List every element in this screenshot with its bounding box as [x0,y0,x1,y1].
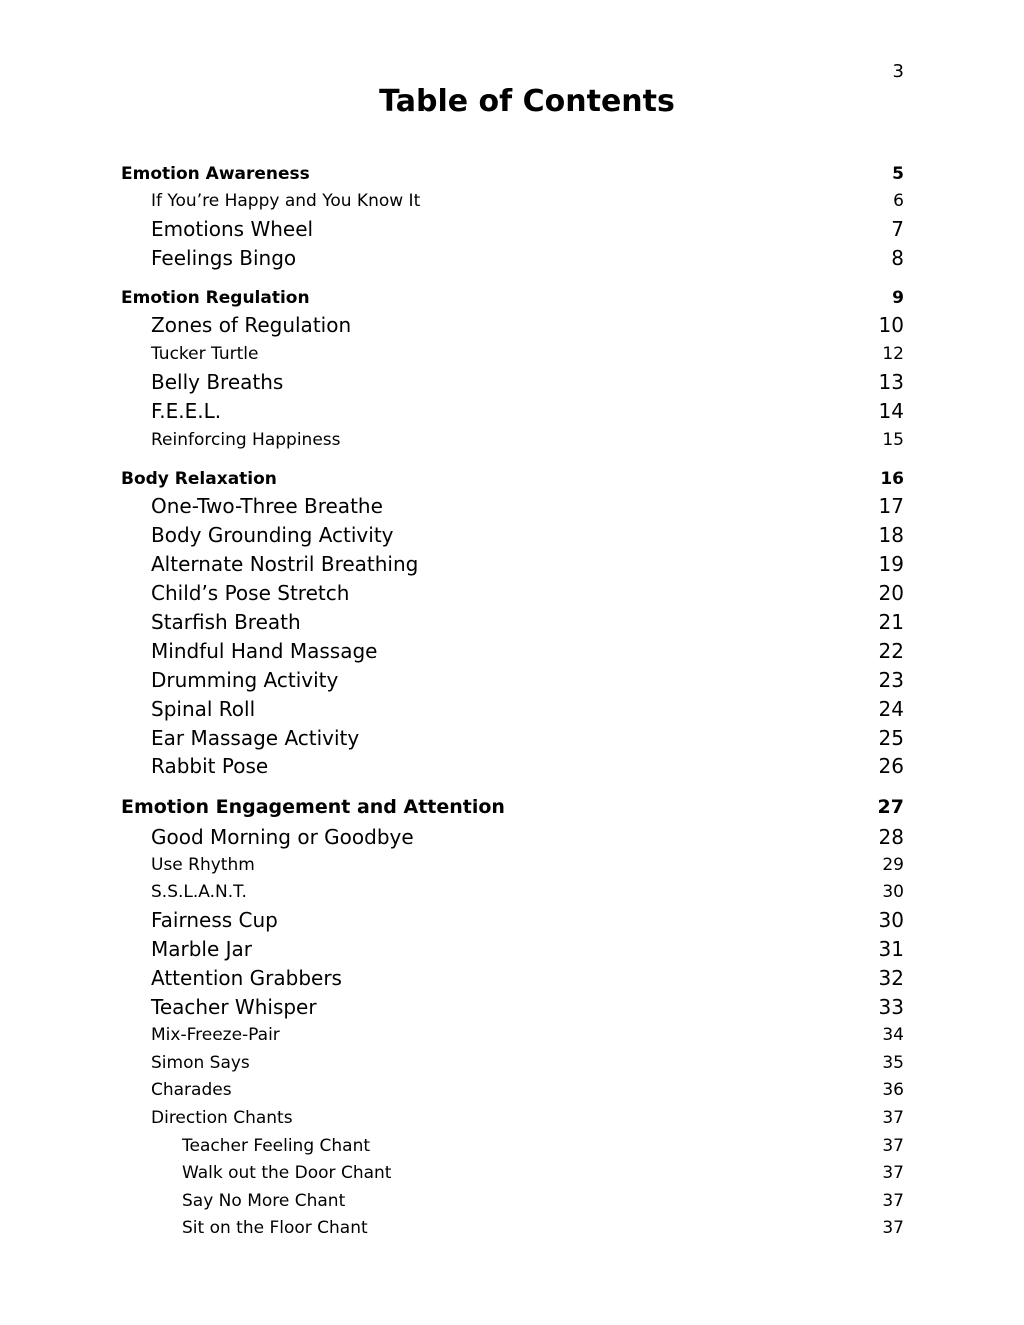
toc-entry-label: S.S.L.A.N.T. [151,882,247,902]
toc-entry[interactable] [0,313,1024,339]
toc-page-number: 30 [878,908,904,932]
toc-entry[interactable] [0,668,1024,694]
toc-entry-label: Emotions Wheel [151,217,314,241]
toc-entry[interactable] [0,639,1024,665]
toc-page-number: 20 [878,581,904,605]
toc-entry[interactable] [0,882,1024,908]
toc-page-number: 37 [882,1191,904,1211]
toc-entry[interactable] [0,1108,1024,1134]
toc-entry-label: Belly Breaths [151,370,284,394]
toc-entry-label: Feelings Bingo [151,246,297,270]
toc-section-label: Emotion Regulation [121,288,310,308]
toc-subentry-label: Say No More Chant [182,1191,346,1211]
toc-entry-label: Good Morning or Goodbye [151,825,414,849]
toc-page-number: 22 [878,639,904,663]
toc-entry[interactable] [0,370,1024,396]
toc-section-emotion-regulation[interactable] [0,288,1024,314]
toc-page-number: 23 [878,668,904,692]
toc-page-number: 6 [893,191,904,211]
toc-subentry[interactable] [0,1136,1024,1162]
toc-entry-label: Direction Chants [151,1108,293,1128]
toc-subentry-label: Teacher Feeling Chant [182,1136,371,1156]
toc-page-number: 35 [882,1053,904,1073]
toc-entry-label: Use Rhythm [151,855,255,875]
toc-entry[interactable] [0,191,1024,217]
toc-entry[interactable] [0,1080,1024,1106]
toc-entry[interactable] [0,494,1024,520]
toc-page-number: 26 [878,754,904,778]
toc-entry[interactable] [0,825,1024,851]
toc-entry-label: Rabbit Pose [151,754,269,778]
toc-section-label: Body Relaxation [121,469,277,489]
toc-page-number: 28 [878,825,904,849]
toc-page-number: 12 [882,344,904,364]
toc-entry[interactable] [0,552,1024,578]
toc-entry[interactable] [0,1025,1024,1051]
toc-page-number: 37 [882,1163,904,1183]
toc-entry[interactable] [0,697,1024,723]
toc-entry-label: Ear Massage Activity [151,726,360,750]
toc-subentry-label: Walk out the Door Chant [182,1163,392,1183]
toc-page-number: 37 [882,1108,904,1128]
toc-entry-label: Mix-Freeze-Pair [151,1025,280,1045]
toc-page-number: 27 [877,796,904,818]
toc-page-number: 37 [882,1136,904,1156]
toc-page-number: 21 [878,610,904,634]
toc-entry[interactable] [0,581,1024,607]
toc-entry[interactable] [0,966,1024,992]
toc-subentry[interactable] [0,1191,1024,1217]
toc-entry-label: Reinforcing Happiness [151,430,341,450]
toc-page-number: 14 [878,399,904,423]
toc-entry[interactable] [0,855,1024,881]
toc-entry[interactable] [0,726,1024,752]
toc-subentry[interactable] [0,1218,1024,1244]
toc-entry-label: Drumming Activity [151,668,339,692]
toc-entry-label: Tucker Turtle [151,344,259,364]
toc-section-body-relaxation[interactable] [0,469,1024,495]
toc-entry-label: Starfish Breath [151,610,301,634]
toc-entry[interactable] [0,523,1024,549]
toc-page-number: 7 [891,217,904,241]
toc-page-number: 5 [892,164,904,184]
toc-section-emotion-awareness[interactable] [0,164,1024,190]
toc-page-number: 24 [878,697,904,721]
toc-subentry[interactable] [0,1163,1024,1189]
toc-page-number: 18 [878,523,904,547]
toc-section-label: Emotion Engagement and Attention [121,796,505,818]
toc-entry[interactable] [0,754,1024,780]
toc-entry-label: Mindful Hand Massage [151,639,378,663]
toc-entry-label: If You’re Happy and You Know It [151,191,421,211]
toc-page-number: 15 [882,430,904,450]
toc-page-number: 29 [882,855,904,875]
toc-entry[interactable] [0,937,1024,963]
toc-entry-label: Teacher Whisper [151,995,317,1019]
toc-entry-label: Spinal Roll [151,697,256,721]
toc-entry-label: One-Two-Three Breathe [151,494,383,518]
toc-page-number: 10 [878,313,904,337]
toc-page-number: 30 [882,882,904,902]
toc-page-number: 8 [891,246,904,270]
toc-entry-label: Alternate Nostril Breathing [151,552,419,576]
toc-page-number: 16 [880,469,904,489]
toc-entry-label: Attention Grabbers [151,966,342,990]
toc-page-number: 17 [878,494,904,518]
toc-entry[interactable] [0,344,1024,370]
toc-entry-label: Simon Says [151,1053,250,1073]
toc-page-number: 33 [878,995,904,1019]
toc-section-label: Emotion Awareness [121,164,310,184]
toc-entry[interactable] [0,246,1024,272]
toc-page-number: 9 [892,288,904,308]
toc-page-number: 34 [882,1025,904,1045]
toc-entry[interactable] [0,610,1024,636]
toc-entry-label: Marble Jar [151,937,253,961]
toc-page-number: 19 [878,552,904,576]
toc-section-emotion-engagement[interactable] [0,796,1024,822]
toc-entry[interactable] [0,430,1024,456]
toc-entry-label: Body Grounding Activity [151,523,394,547]
page-number: 3 [892,61,904,82]
toc-entry[interactable] [0,908,1024,934]
toc-page-number: 32 [878,966,904,990]
toc-entry-label: Child’s Pose Stretch [151,581,350,605]
toc-entry[interactable] [0,217,1024,243]
toc-entry-label: Charades [151,1080,232,1100]
toc-subentry-label: Sit on the Floor Chant [182,1218,368,1238]
toc-entry-label: F.E.E.L. [151,399,222,423]
toc-entry-label: Fairness Cup [151,908,278,932]
toc-entry[interactable] [0,399,1024,425]
toc-entry[interactable] [0,995,1024,1021]
page-title: Table of Contents [379,84,675,119]
toc-entry-label: Zones of Regulation [151,313,352,337]
toc-page-number: 37 [882,1218,904,1238]
toc-page-number: 36 [882,1080,904,1100]
toc-page-number: 31 [878,937,904,961]
toc-entry[interactable] [0,1053,1024,1079]
toc-page-number: 13 [878,370,904,394]
toc-page-number: 25 [878,726,904,750]
